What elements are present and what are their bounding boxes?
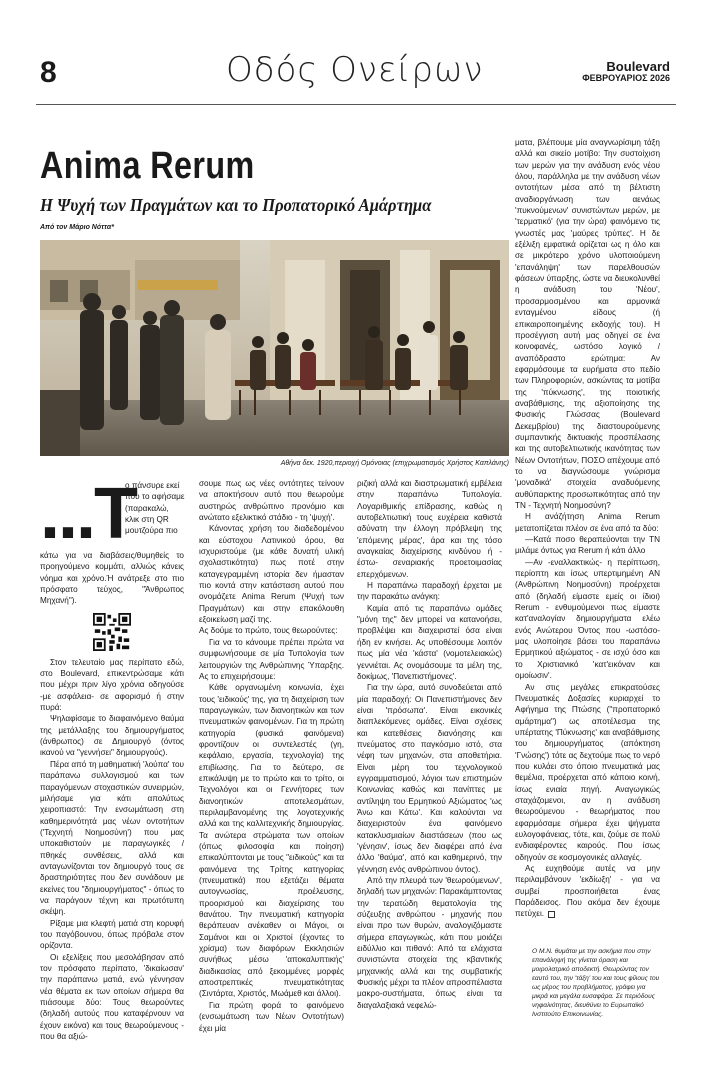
article-title: Anima Rerum [40, 145, 255, 187]
body-paragraph: Ψηλαφίσαμε το διαφαινόμενο θαύμα της μετάλλαξης του δημιουργήματος (άνθρωπος) σε Δημιουργό (όντος ικανού να "γεννήσει" δημιουργούς). [40, 714, 184, 758]
article-column-1 [40, 474, 185, 1042]
body-paragraph: Αν στις μεγάλες επικρατούσες Πνευματικές Δοξασίες κυριαρχεί το Αφήγημα της Πτώσης ("προπατορικό αμάρτημα") ως αποτέλεσμα της υπέρτατης 'Πύκνωσης' και αναβάθμισης του δημιουργήματος (απόκτηση 'Γνώσης') τότε ας δεχτούμε πως το νερό που κυλάει στο όποιο πνευματικά μας θεμέλια, προέρχεται από κάποιο κοινή, ίσως ενιαία πηγή. Αναγωγικώς σταχάζομενοι, αν η ανάδυση θεωρούμενου - θεωρήματος που εφαρμόσαμε σήμερα έχει ψήγματα ευλογοφάνειας, τότε, και, ζούμε σε πολύ ενδιαφέροντες καιρούς. Που ίσως οδηγούν σε κοσμογονικές αλλαγές. [515, 682, 660, 862]
intro-paragraph: κάτω για να διαβάσεις/θυμηθείς το προηγούμενο κομμάτι, αλλιώς κάνεις νόημα και χρόνο.Ή ανάτρεξε στο πιο πρόσφατο τεύχος, "Άνθρωπος Μηχανή"). [40, 551, 184, 606]
body-paragraph: Για την ώρα, αυτό συνοδεύεται από μία παραδοχή: Οι Πανεπιστήμονες δεν είναι 'πρόσωπα'. Είναι εικονικές διαπλεκόμενες ομάδες. Είναι σχέσεις και κατεθέσεις διανόησης και πνεύματος στο παγκόσμιο ιστό, στα νέφη των μηχανών, στα αποθετήρια. Είναι μέρη του τεχνολογικού εγγραμματισμού, λόγιοι των επιστημών Κοινωνίας καθώς και πανίπτες με αντίληψη του Ερμητικού Αξιώματος 'ως Άνω και Κάτω'. Και καλούνται να διαχειριστούν ένα φαινόμενο κατακλυσμιαίων διαστάσεων (που ως 'γένησιν', ίσως δεν διαφέρει από ένα άλλο 'θαύμα', από και καθημερινό, την γέννηση ενός ανθρώπινου όντος). [357, 683, 502, 874]
body-paragraph: Πέρα από τη μαθηματική 'λούπα' του παράπανω συλλογισμού και των παραγόμενων στοχαστικών συνειρμών, μιλήσαμε για κάτι απολύτως χειροπιαστό: Την ενσωμάτωση στη καθημερινότητά μας νέων οντοτήτων ('Τεχνητή Νοημοσύνη') που μας υποκαθιστούν με παραγωγικές / πθηκές συνθέσεις, αλλά και ανταγωνίζονται τον δημιουργό τους σε δραστηριότητες που δεν συνάδουν με εκείνες του "δημιουργήματος" - όπως το να παράγουν τέχνη και πρωτότυπη σκέψη. [40, 759, 184, 917]
body-paragraph: ριζική αλλά και διαστρωματική εμβέλεια στην παραπάνω Τυπολογία. Λογαριθμικής επίδρασης, καθώς η αυτοβελτιωτική τους ευχέρεια καθιστά αδύνατη την έλλογη πρόβλεψη της 'επόμενης μέρας', άρα και της τόσο αναγκαίας διαχείρισης κινδύνου ή - έστω- σεναριακής προετοιμασίας επερχόμενων. [357, 479, 502, 579]
body-paragraph: Η παραπάνω παραδοχή έρχεται με την παρακάτω ανάγκη: [357, 581, 502, 602]
body-paragraph: Οι εξελίξεις που μεσολάβησαν από τον πρόσφατο περίπατο, 'δικαίωσαν' την παράπανω ματιά, ενώ γέννησαν νέα θέματα εκ των οποίων σήμερα θα πιάσουμε δύο: Τους θεωρούντες (δηλαδή αυτούς που καταφέρνουν να έχουν εικόνα) και τους θεωρούμενους - που θα αξιώ- [40, 952, 184, 1042]
body-paragraph: Κάθε οργανωμένη κοινωνία, έχει τους 'ειδικούς' της, για τη διαχείριση των παραγωγικών, των διανοητικών και των πνευματικών φαινομένων. Για τη πρώτη κατηγορία (φυσικά φαινόμενα) φροντίζουν οι συντελεστές (γη, κεφάλαιο, εργασία, τεχνολογία) της επιβίωσης. Για το δεύτερο, σε επικάλυψη με το πρώτο και το τρίτο, οι Τεχνολόγοι και οι Γεννήτορες των διανοητικών αποτελεσμάτων, περιλαμβανομένης της λογοτεχνικής αλλά και της καλλιτεχνικής δημιουργίας. Τα ανώτερα στρώματα των οποίων (όπως φιλοσοφία και ποίηση) επικαλύπτονται με τους "ειδικούς" και τα φαινόμενα της Τρίτης κατηγορίας (πνευματικά) που εξετάζει θέματα αυτογνωσίας, προέλευσης, προορισμού και διαχείρισης του θανάτου. Την πνευματική κατηγορία θεράπευαν ανέκαθεν οι Μάγοι, οι Σαμάνοι και οι Χριστοί (έχοντες το χρίσμα) των διαφόρων Εκκλησιών συνήθως μέσω 'αποκαλυπτικής' διαδικασίας από ξεκομμένες μορφές αποστρεπτικές πνευματικότητας (Σιντάρτα, Χριστός, Μωάμεθ και άλλοι). [199, 683, 344, 999]
section-title: Οδός Ονείρων [226, 50, 484, 90]
body-paragraph: —Κατά ποσο θεραπεύονται την ΤΝ μιλάμε όντως για Rerum ή κάτι άλλο [515, 535, 660, 556]
article-photo [40, 240, 509, 456]
article-byline: Από τον Μάριο Νόττα* [40, 224, 114, 231]
body-paragraph: Κάνοντας χρήση του διαδεδομένου και εύστοχου Λατινικού όρου, θα ισχυριστούμε (με κάθε δυνατή υλική σχολαστικότητα) πως ποτέ στην καταγεγραμμένη ιστορία δεν ήμασταν πιο κοντά στην κατάσταση αυτού που ονομάζετε Anima Rerum (Ψυχή των Πραγμάτων) και στην επακόλουθη εξοικείωση μαζί της. [199, 524, 344, 625]
body-paragraph: Από την πλευρά των 'θεωρούμενων', δηλαδή των μηχανών: Παρακάμπτοντας την τερατώδη θεματολογία της σύζευξης ανθρώπου - μηχανής που είναι προ των θυρών, αναλογιζόμαστε σήμερα επαγωγικώς, κάτι που μοιάζει ειδύλλιο και πιθανό: Από τα ελάχιστα συνιστώντα στοιχεία της κβαντικής μηχανικής αλλά και της συμβατικής Φυσικής μέχρι τα πλέον απροσπέλαστα μακρο-συστήματα, όπως είναι τα διαγαλαξιακά νεφελώ- [357, 876, 502, 1010]
body-paragraph: Για να το κάνουμε πρέπει πρώτα να συμφωνήσουμε σε μία Τυπολογία των λειτουργιών της Ανθρώπινης Ύπαρξης. Ας το επιχειρήσουμε: [199, 637, 344, 681]
page-header [36, 50, 676, 102]
end-mark-icon [548, 911, 555, 918]
body-paragraph: ματα, βλέπουμε μία αναγνωρίσιμη τάξη αλλά και σικείο μοτίβο: Την συστοίχιση των μερών για την ανάδυση ενός νέου όλου, παράλληλα με την ανάδυση νέων οντοτήτων μέσα από τη βέλτιστη αναδιοργάνωση των αενάως 'πυκνούμενων' συνιστώντων μερών, με 'τερματικό' (για την ώρα) φαινόμενο τις γνωστές μας 'μαύρες τρύπες'. Η δε εξέλιξη εμφατικά ορίζεται ως η όλο και σε μικρότερο χρόνο υλοποιούμενη 'επανάληψη' των παρελθουσών φάσεων ύπαρξης, ώστε να διευκολυνθεί η ανάδυση του 'Νέου', προσαρμοσμένου και αρμονικά ενταγμένου είδους (ή επικαιροποιημένης εκδοχής του). Η προσέγγιση αυτή μας οδηγεί σε ένα κοινοφανές, ωστόσο λογικό / αναπόδραστο ερώτημα: Αν εφαρμόσουμε τα ευρήματα στο πεδίο των Πληροφοριών, ασκώντας τα μοτίβα της 'πύκνωσης', της ποιοτικής αναβάθμισης, της αξιοποίησης της Φυσικής Γλώσσας (Boulevard Δεκεμβρίου) της διαστουρούμενης συμπαντικής δικτυακής προσπέλασης και της αυτοβελτιωτικής ικανότητας των Νέων Οντοτήτων, ΠΟΣΟ απέχουμε από το να διαγνώσουμε γνώρισμα 'μοναδικά' στοιχεία αναδυόμενης αυθύπαρκτης προσωπικότητας από την ΤΝ - Τεχνητή Νοημοσύνη? [515, 138, 660, 510]
intro-dropcap-block [40, 474, 185, 554]
closing-paragraph [515, 863, 660, 920]
body-paragraph: Ρίξαμε μια κλεφτή ματιά στη κορυφή του παγόβουνου, όπως πρόβαλε στον ορίζοντα. [40, 918, 184, 951]
page-number: 8 [40, 56, 57, 89]
body-paragraph: Στον τελευταίο μας περίπατο εδώ, στο Boulevard, επικεντρώσαμε κάτι που μέχρι πριν λίγο χρόνια οδηγούσε -με ασφάλεια- σε αφορισμό ή στην πυρά: [40, 657, 184, 713]
photo-caption: Αθήνα δεκ. 1920,περιοχή Ομόνοιας (επιχρωματισμός Χρήστος Καπλάνης) [280, 460, 509, 467]
brand-masthead [582, 60, 670, 83]
intro-text: ο πάνσυρε εκεί που το αφήσαμε (παρακαλώ, κλικ στη QR μουτζούρα πιο [125, 481, 185, 536]
body-paragraph: Καμία από τις παραπάνω ομάδες "μόνη της" δεν μπορεί να κατανοήσει, προβλέψει και διαχειριστεί όσα είναι ήδη εν κινήσει. Ας υποθέσουμε λοιπόν πως μία νέα 'κάστα' (νομοτελειακώς) γεννιέται. Ας ονομάσουμε τα μέλη της, δοκίμως, 'Πανεπιστήμονες'. [357, 603, 502, 681]
drop-cap: ...Τ [40, 474, 136, 554]
article-subtitle: Η Ψυχή των Πραγμάτων και το Προπατορικό Αμάρτημα [40, 195, 432, 215]
body-paragraph: Η ανάζήτηση Anima Rerum μετατοπίζεται πλέον σε ένα από τα δύο: [515, 512, 660, 533]
body-paragraph: Ας δούμε το πρώτο, τους θεωρούντες: [199, 626, 338, 636]
closing-text: Ας ευχηθούμε αυτές να μην περιλαμβάνουν 'εκδίωξη' - για να συμβεί προσποιήθεται ένας Παράδεισος. Που ακόμα δεν έχουμε πετύχει. [515, 864, 660, 919]
body-paragraph: —Αν -εναλλακτικώς- η περίπτωση, περίοπτη και ίσως υπερτιμημένη ΑΝ (Ανθρώπινη Νοημοσύνη) προέρχεται από (δηλαδή είμαστε εμείς οι ίδιοι) Rerum - ενθυμούμενοι πως είμαστε κατ'αναλογίαν δημιουργήματα ελέω ενός Ανώτερου Όντος που -ωστόσο- μας υλοποίησε βάσει του παραπάνω Ερμητικού αξιώματος - σε ισχύ όσο και το Χριστιανικό 'κατ'εικόναν και ομοίωσιν'. [515, 557, 660, 681]
header-divider [36, 104, 676, 105]
issue-date: ΦΕΒΡΟΥΑΡΙΟΣ 2026 [582, 73, 670, 83]
article-column-2 [199, 478, 344, 1034]
author-footnote: Ο Μ.Ν. θυμάται με την ασκήμια που στην επανάληψή της γίνεται όραση και μοιρολατρικό αποδεκτή. Θεωρώντας τον εαυτό του, την 'τάξη' του και τους φίλους του ως μέρος του προβλήματος, γράφει για μικρά και μεγάλα ευσαφάρα. Σε περιόδους νηφαλιότητας, διευθύνει το Ευρωπαϊκό Ινστιτούτο Επικοινωνίας. [532, 948, 660, 1018]
article-column-3 [357, 478, 502, 1011]
brand-name: Boulevard [606, 59, 670, 74]
qr-code-icon[interactable] [93, 613, 131, 651]
street-scene-illustration [40, 240, 509, 456]
article-column-4 [515, 137, 660, 920]
body-paragraph: Για πρώτη φορά το φαινόμενο (ενσωμάτωση των Νέων Οντοτήτων) έχει μία [199, 1000, 344, 1033]
body-paragraph: σουμε πως ως νέες οντότητες τείνουν να αποκτήσουν αυτό που θεωρούμε αυστηρώς ανθρώπινο προνόμιο και ανώτατο εξελικτικό στάδιο - τη 'ψυχή'. [199, 479, 344, 523]
